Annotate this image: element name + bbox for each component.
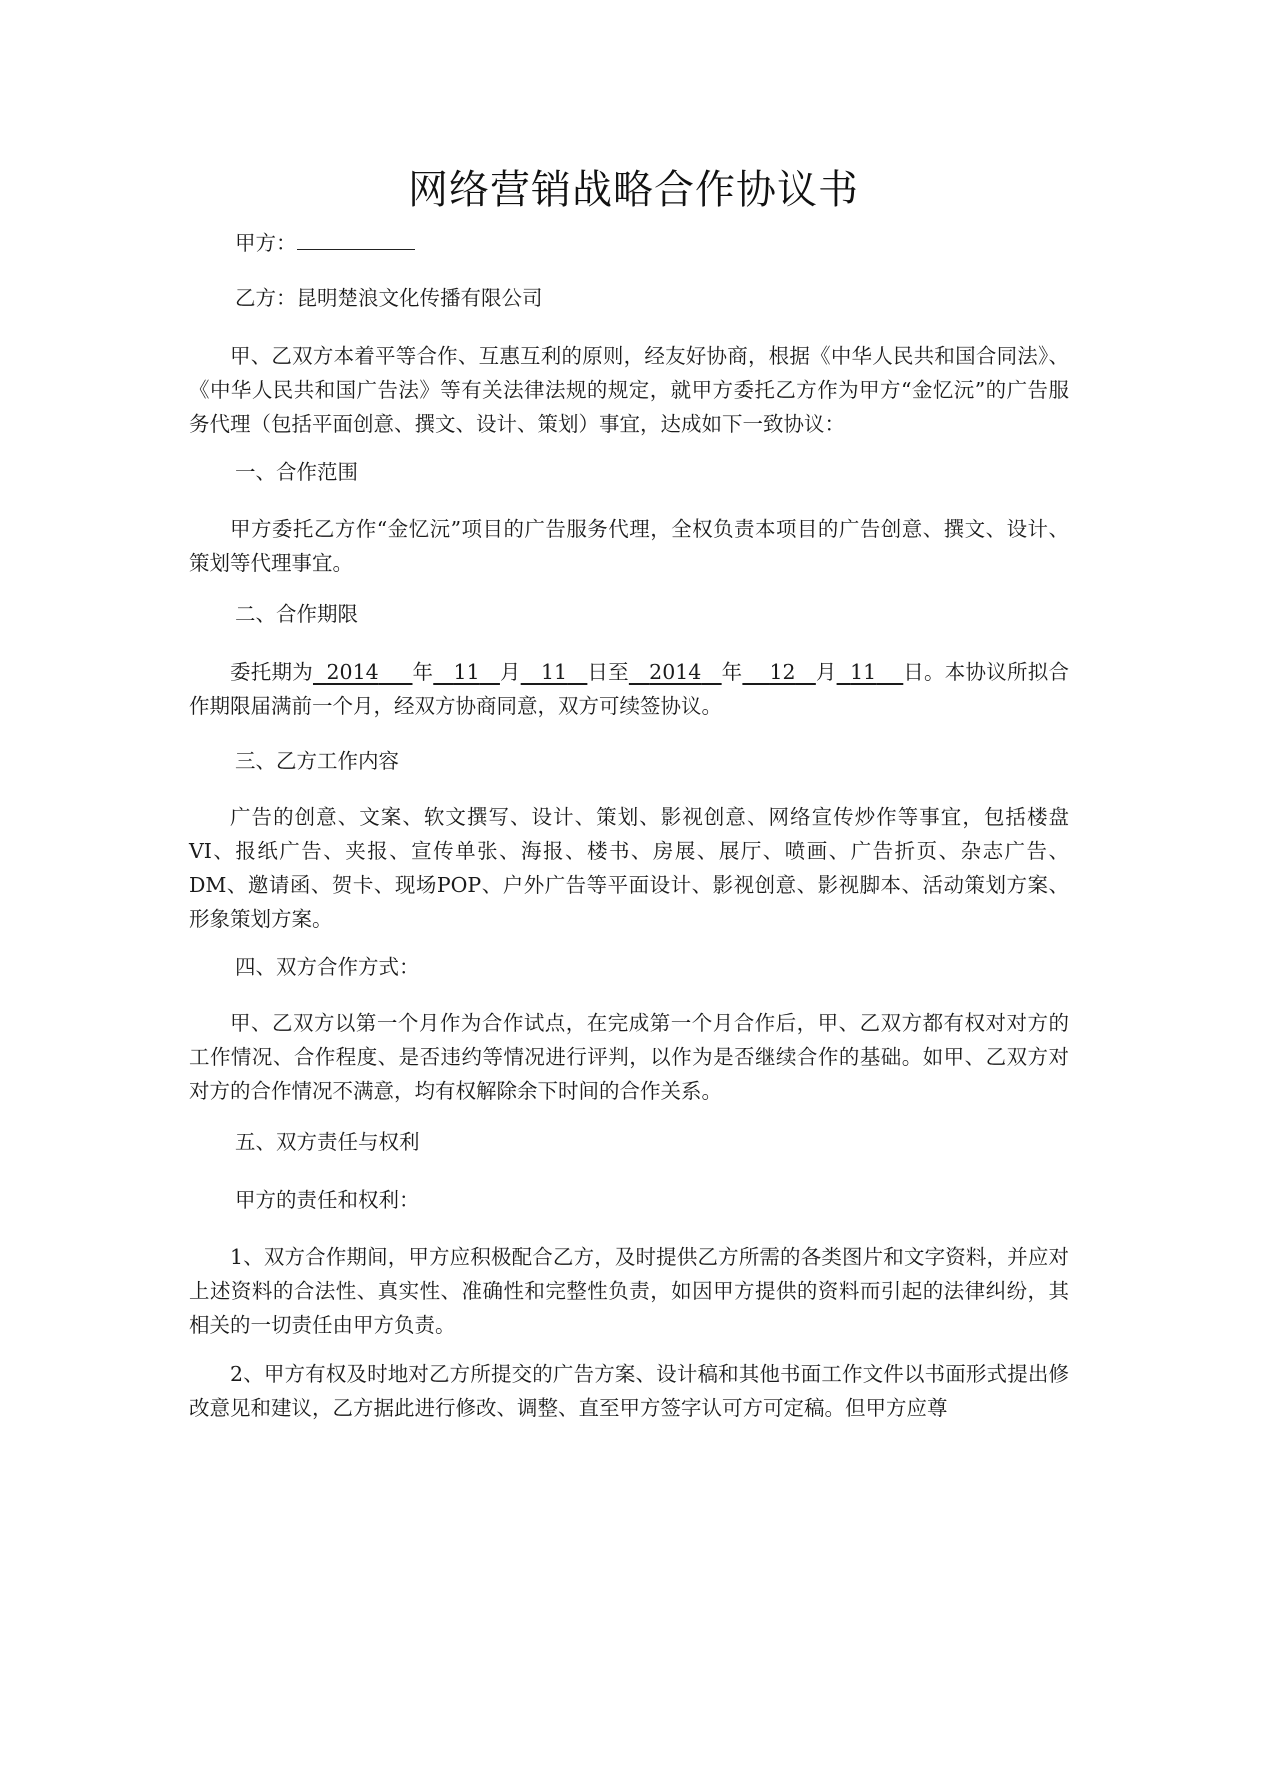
preamble-paragraph: 甲、乙双方本着平等合作、互惠互利的原则，经友好协商，根据《中华人民共和国合同法》、《中华人民共和国广告法》等有关法律法规的规定，就甲方委托乙方作为甲方“金忆沅”的广告服务代理（包括平面创意、撰文、设计、策划）事宜，达成如下一致协议： — [189, 344, 1069, 436]
section-5-item-2: 2、甲方有权及时地对乙方所提交的广告方案、设计稿和其他书面工作文件以书面形式提出修改意见和建议，乙方据此进行修改、调整、直至甲方签字认可方可定稿。但甲方应尊 — [189, 1362, 1069, 1420]
section-1-heading — [189, 455, 1069, 489]
term-end-year: 2014 — [649, 660, 702, 684]
term-start-month: 11 — [453, 660, 480, 684]
party-b-line — [189, 281, 1069, 315]
section-3-heading-text: 三、乙方工作内容 — [235, 749, 399, 773]
term-end-day: 11 — [850, 660, 877, 684]
party-a-blank — [297, 227, 415, 250]
term-year-2: 年 — [721, 660, 743, 684]
section-4-heading — [189, 950, 1069, 984]
section-3-heading — [189, 744, 1069, 778]
section-5-heading — [189, 1125, 1069, 1159]
party-b-value: 昆明楚浪文化传播有限公司 — [296, 286, 543, 310]
section-5-item-1: 1、双方合作期间，甲方应积极配合乙方，及时提供乙方所需的各类图片和文字资料，并应对上述资料的合法性、真实性、准确性和完整性负责，如因甲方提供的资料而引起的法律纠纷，其相关的一切责任由甲方负责。 — [189, 1245, 1069, 1337]
section-1-paragraph: 甲方委托乙方作“金忆沅”项目的广告服务代理，全权负责本项目的广告创意、撰文、设计、策划等代理事宜。 — [189, 517, 1069, 575]
term-start-day: 11 — [540, 660, 568, 684]
term-month-1: 月 — [499, 660, 521, 684]
term-day-end: 日。 — [903, 660, 945, 684]
party-b-label: 乙方： — [235, 286, 297, 310]
party-a-line — [189, 226, 1069, 260]
section-2-paragraph — [189, 655, 1069, 723]
section-5-heading-text: 五、双方责任与权利 — [235, 1130, 420, 1154]
term-renewal-text: 本协议所拟合作期限届满前一个月，经双方协商同意，双方可续签协议。 — [189, 660, 1070, 718]
section-1-heading-text: 一、合作范围 — [235, 460, 358, 484]
party-a-label: 甲方： — [235, 231, 297, 255]
term-month-2: 月 — [815, 660, 837, 684]
term-start-year: 2014 — [326, 660, 379, 684]
document-title: 网络营销战略合作协议书 — [408, 167, 859, 213]
section-4-heading-text: 四、双方合作方式： — [235, 955, 420, 979]
section-2-heading — [189, 597, 1069, 631]
term-day-to: 日至 — [587, 660, 629, 684]
section-5-subheading — [189, 1183, 1069, 1217]
section-5-subheading-text: 甲方的责任和权利： — [235, 1188, 420, 1212]
term-end-month: 12 — [769, 660, 796, 684]
term-prefix: 委托期为 — [230, 660, 313, 684]
term-year-1: 年 — [412, 660, 434, 684]
section-2-heading-text: 二、合作期限 — [235, 602, 358, 626]
section-3-paragraph: 广告的创意、文案、软文撰写、设计、策划、影视创意、网络宣传炒作等事宜，包括楼盘VI、报纸广告、夹报、宣传单张、海报、楼书、房展、展厅、喷画、广告折页、杂志广告、DM、邀请函、贺卡、现场POP、户外广告等平面设计、影视创意、影视脚本、活动策划方案、形象策划方案。 — [189, 805, 1069, 931]
section-4-paragraph: 甲、乙双方以第一个月作为合作试点，在完成第一个月合作后，甲、乙双方都有权对对方的工作情况、合作程度、是否违约等情况进行评判，以作为是否继续合作的基础。如甲、乙双方对对方的合作情况不满意，均有权解除余下时间的合作关系。 — [189, 1011, 1069, 1103]
